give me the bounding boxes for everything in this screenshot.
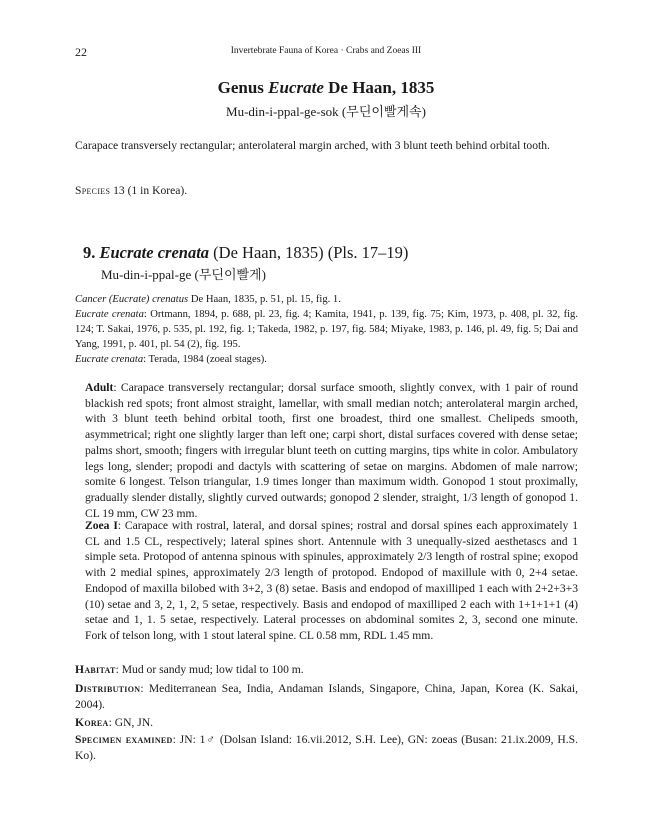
korea-label: Korea [75, 716, 109, 729]
species-count-text: 13 (1 in Korea). [110, 184, 188, 197]
korea-section [75, 715, 578, 731]
habitat-text: : Mud or sandy mud; low tidal to 100 m. [115, 663, 304, 676]
zoea-text: : Carapace with rostral, lateral, and dorsal spines; rostral and dorsal spines each approximately 1 CL and 1.5 CL, respectively; lateral spines short. Antennule with 3 unequally-sized aesthetascs and 1 simple seta. Protopod of antenna spinous with spinules, approximately 2/3 length of rostral spine; exopod with 2 medial spines, approximately 2/3 length of protopod. Endopod of maxillule with 0, 2+4 setae. Endopod of maxilla bilobed with 3+2, 3 (8) setae. Basis and endopod of maxilliped 1 each with 2+2+3+3 (10) setae and 3, 2, 1, 2, 5 setae, respectively. Basis and endopod of maxilliped 2 each with 1+1+1+1 (4) setae and 1, 1. 5 setae, respectively. Lateral processes on abdominal somites 2, 3, second one minute. Fork of telson long, with 1 stout lateral spine. CL 0.58 mm, RDL 1.45 mm. [85, 519, 579, 642]
page-number: 22 [75, 45, 87, 59]
species-authority: (De Haan, 1835) (Pls. 17–19) [209, 243, 409, 262]
distribution-section [75, 681, 578, 712]
specimen-label: Specimen examined [75, 733, 173, 746]
species-number: 9. [83, 243, 96, 262]
specimen-section [75, 732, 578, 763]
synonymy-list [75, 292, 578, 367]
running-title: Invertebrate Fauna of Korea · Crabs and Zoeas III [230, 46, 422, 56]
genus-authority: De Haan, 1835 [323, 78, 435, 97]
korea-text: : GN, JN. [108, 716, 154, 729]
species-count [75, 183, 578, 199]
habitat-section [75, 662, 578, 678]
distribution-label: Distribution [75, 682, 141, 695]
adult-description [75, 380, 578, 521]
distribution-text: : Mediterranean Sea, India, Andaman Islands, Singapore, China, Japan, Korea (K. Sakai, 2004). [75, 682, 578, 711]
genus-prefix: Genus [217, 78, 269, 97]
genus-description: Carapace transversely rectangular; anterolateral margin arched, with 3 blunt teeth behind orbital tooth. [75, 139, 550, 152]
genus-name: Eucrate [268, 78, 324, 97]
specimen-text: : JN: 1♂ (Dolsan Island: 16.vii.2012, S.H. Lee), GN: zoeas (Busan: 21.ix.2009, H.S. Ko). [75, 733, 579, 762]
species-name: Eucrate crenata [99, 243, 210, 262]
adult-text: : Carapace transversely rectangular; dorsal surface smooth, slightly convex, with 1 pair of round blackish red spots; front almost straight, lamellar, with small median notch; anterolateral margin arched, with 3 blunt teeth behind orbital tooth, first one broadest, third one smallest. Chelipeds smooth, asymmetrical; right one slightly larger than left one; carpi short, distal surfaces covered with dense setae; palms short, smooth; fingers with irregular blunt teeth on cutting margins, tips white in color. Ambulatory legs long, slender; propodi and dactyls with scattering of setae on margins. Abdomen of male narrow; somite 6 longest. Telson triangular, 1.9 times longer than maximum width. Gonopod 1 stout proximally, gradually slender distally, slightly curved outwards; gonopod 2 slender, straight, 1/3 length of gonopod 1. CL 19 mm, CW 23 mm. [85, 381, 578, 520]
genus-korean-name: Mu-din-i-ppal-ge-sok (무딘이빨게속) [226, 104, 426, 119]
zoea-description [75, 518, 578, 644]
synonymy-entry: Cancer (Eucrate) crenatus De Haan, 1835, p. 51, pl. 15, fig. 1. [75, 294, 341, 305]
synonymy-entry: Eucrate crenata: Ortmann, 1894, p. 688, pl. 23, fig. 4; Kamita, 1941, p. 139, fig. 75; Kim, 1973, p. 408, pl. 32, fig. 124; T. Sakai, 1976, p. 535, pl. 192, fig. 1; Takeda, 1982, p. 197, fig. 584; Miyake, 1983, p. 146, pl. 49, fig. 5; Dai and Yang, 1991, p. 401, pl. 54 (2), fig. 195. [75, 309, 578, 350]
species-korean-name: Mu-din-i-ppal-ge (무딘이빨게) [101, 267, 266, 282]
species-count-label: Species [75, 184, 111, 197]
synonymy-entry: Eucrate crenata: Terada, 1984 (zoeal stages). [75, 354, 267, 365]
zoea-label: Zoea I [85, 519, 118, 532]
species-heading [83, 243, 408, 263]
habitat-label: Habitat [75, 663, 116, 676]
adult-label: Adult [85, 381, 114, 394]
genus-heading [0, 78, 652, 98]
